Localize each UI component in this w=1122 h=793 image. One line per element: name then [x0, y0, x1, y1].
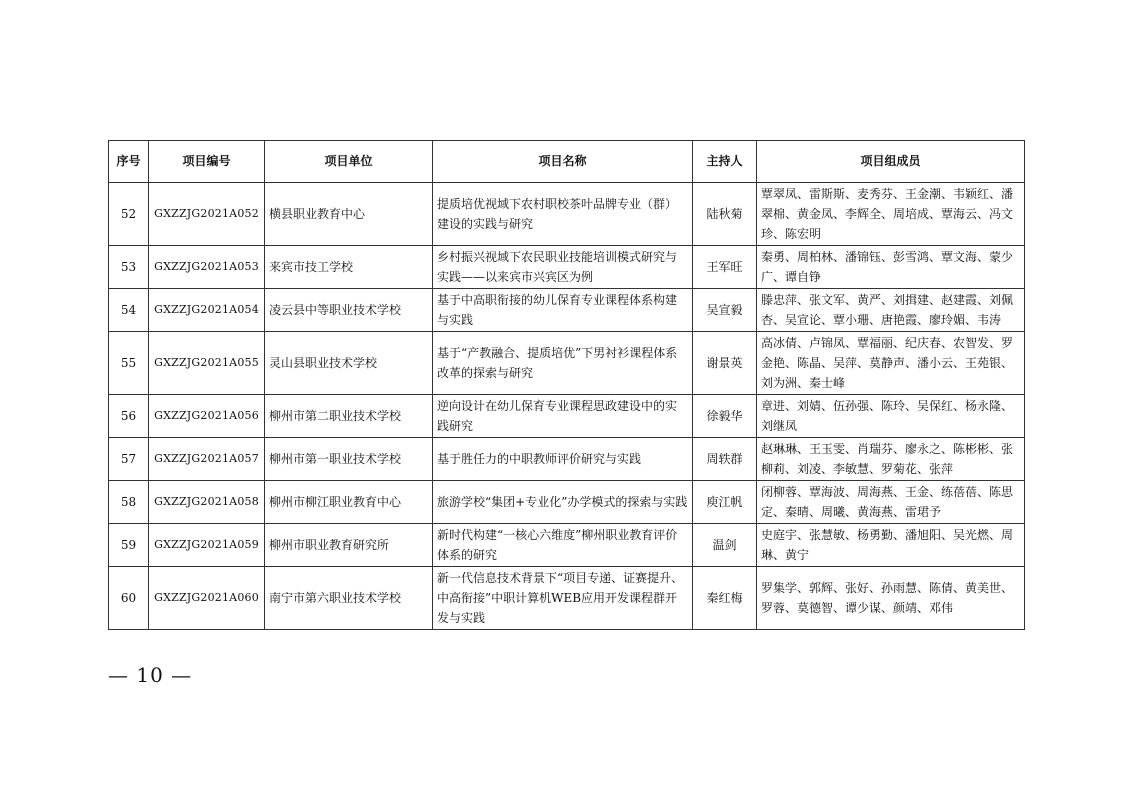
project-unit: 柳州市第二职业技术学校 — [265, 395, 433, 438]
project-host: 陆秋菊 — [693, 183, 757, 246]
header-members: 项目组成员 — [757, 141, 1025, 183]
table-row — [109, 183, 1025, 246]
header-name: 项目名称 — [433, 141, 693, 183]
project-name: 新时代构建“一核心六维度”柳州职业教育评价体系的研究 — [433, 524, 693, 567]
project-host: 秦红梅 — [693, 567, 757, 630]
project-code: GXZZJG2021A055 — [149, 332, 265, 395]
header-unit: 项目单位 — [265, 141, 433, 183]
project-host: 王军旺 — [693, 246, 757, 289]
project-unit: 柳州市第一职业技术学校 — [265, 438, 433, 481]
project-members: 滕忠萍、张文军、黄严、刘揖建、赵建霞、刘佩杏、吴宣论、覃小珊、唐艳霞、廖玲媚、韦涛 — [757, 289, 1025, 332]
project-code: GXZZJG2021A058 — [149, 481, 265, 524]
project-members: 史庭宇、张慧敏、杨勇勤、潘旭阳、吴光燃、周琳、黄宁 — [757, 524, 1025, 567]
row-number: 54 — [109, 289, 149, 332]
project-unit: 南宁市第六职业技术学校 — [265, 567, 433, 630]
project-host: 周轶群 — [693, 438, 757, 481]
project-host: 温剑 — [693, 524, 757, 567]
project-members: 高冰倩、卢锦凤、覃福丽、纪庆春、农智发、罗金艳、陈晶、吴萍、莫静声、潘小云、王苑银、刘为洲、秦士峰 — [757, 332, 1025, 395]
row-number: 53 — [109, 246, 149, 289]
project-name: 旅游学校“集团+专业化”办学模式的探索与实践 — [433, 481, 693, 524]
project-name: 基于“产教融合、提质培优”下男衬衫课程体系改革的探索与研究 — [433, 332, 693, 395]
row-number: 57 — [109, 438, 149, 481]
project-unit: 灵山县职业技术学校 — [265, 332, 433, 395]
row-number: 59 — [109, 524, 149, 567]
page-number: — 10 — — [108, 663, 193, 687]
table-row — [109, 524, 1025, 567]
table-row — [109, 481, 1025, 524]
project-unit: 柳州市柳江职业教育中心 — [265, 481, 433, 524]
table-header-row — [109, 141, 1025, 183]
project-members: 章进、刘婧、伍孙强、陈玲、吴保红、杨永隆、刘继凤 — [757, 395, 1025, 438]
project-unit: 横县职业教育中心 — [265, 183, 433, 246]
project-members: 罗集学、郭辉、张好、孙雨慧、陈倩、黄美世、罗蓉、莫德智、谭少谋、颜靖、邓伟 — [757, 567, 1025, 630]
table-body — [109, 183, 1025, 630]
project-name: 新一代信息技术背景下“项目专递、证赛提升、中高衔接”中职计算机WEB应用开发课程群开发与实践 — [433, 567, 693, 630]
table-row — [109, 332, 1025, 395]
header-code: 项目编号 — [149, 141, 265, 183]
project-code: GXZZJG2021A059 — [149, 524, 265, 567]
header-host: 主持人 — [693, 141, 757, 183]
project-host: 徐毅华 — [693, 395, 757, 438]
project-host: 吴宣毅 — [693, 289, 757, 332]
project-code: GXZZJG2021A056 — [149, 395, 265, 438]
row-number: 56 — [109, 395, 149, 438]
project-code: GXZZJG2021A054 — [149, 289, 265, 332]
project-name: 乡村振兴视域下农民职业技能培训模式研究与实践——以来宾市兴宾区为例 — [433, 246, 693, 289]
table-row — [109, 289, 1025, 332]
project-name: 提质培优视域下农村职校茶叶品牌专业（群）建设的实践与研究 — [433, 183, 693, 246]
table-row — [109, 438, 1025, 481]
project-unit: 柳州市职业教育研究所 — [265, 524, 433, 567]
project-name: 基于胜任力的中职教师评价研究与实践 — [433, 438, 693, 481]
project-code: GXZZJG2021A052 — [149, 183, 265, 246]
project-host: 庾江帆 — [693, 481, 757, 524]
project-unit: 来宾市技工学校 — [265, 246, 433, 289]
project-code: GXZZJG2021A053 — [149, 246, 265, 289]
project-name: 逆向设计在幼儿保育专业课程思政建设中的实践研究 — [433, 395, 693, 438]
row-number: 52 — [109, 183, 149, 246]
project-members: 闭柳蓉、覃海波、周海燕、王金、练蓓蓓、陈思定、秦晴、周曦、黄海燕、雷珺予 — [757, 481, 1025, 524]
project-code: GXZZJG2021A060 — [149, 567, 265, 630]
project-unit: 凌云县中等职业技术学校 — [265, 289, 433, 332]
project-members: 秦勇、周柏林、潘锦钰、彭雪鸿、覃文海、蒙少广、谭自铮 — [757, 246, 1025, 289]
table-row — [109, 395, 1025, 438]
header-seq: 序号 — [109, 141, 149, 183]
project-members: 覃翠凤、雷斯斯、麦秀芬、王金潮、韦颖红、潘翠棉、黄金凤、李辉全、周培成、覃海云、冯文珍、陈宏明 — [757, 183, 1025, 246]
table-row — [109, 246, 1025, 289]
project-code: GXZZJG2021A057 — [149, 438, 265, 481]
project-table — [108, 140, 1025, 630]
row-number: 55 — [109, 332, 149, 395]
row-number: 60 — [109, 567, 149, 630]
table-row — [109, 567, 1025, 630]
row-number: 58 — [109, 481, 149, 524]
project-name: 基于中高职衔接的幼儿保育专业课程体系构建与实践 — [433, 289, 693, 332]
project-members: 赵琳琳、王玉雯、肖瑞芬、廖永之、陈彬彬、张柳莉、刘凌、李敏慧、罗菊花、张萍 — [757, 438, 1025, 481]
project-host: 谢景英 — [693, 332, 757, 395]
